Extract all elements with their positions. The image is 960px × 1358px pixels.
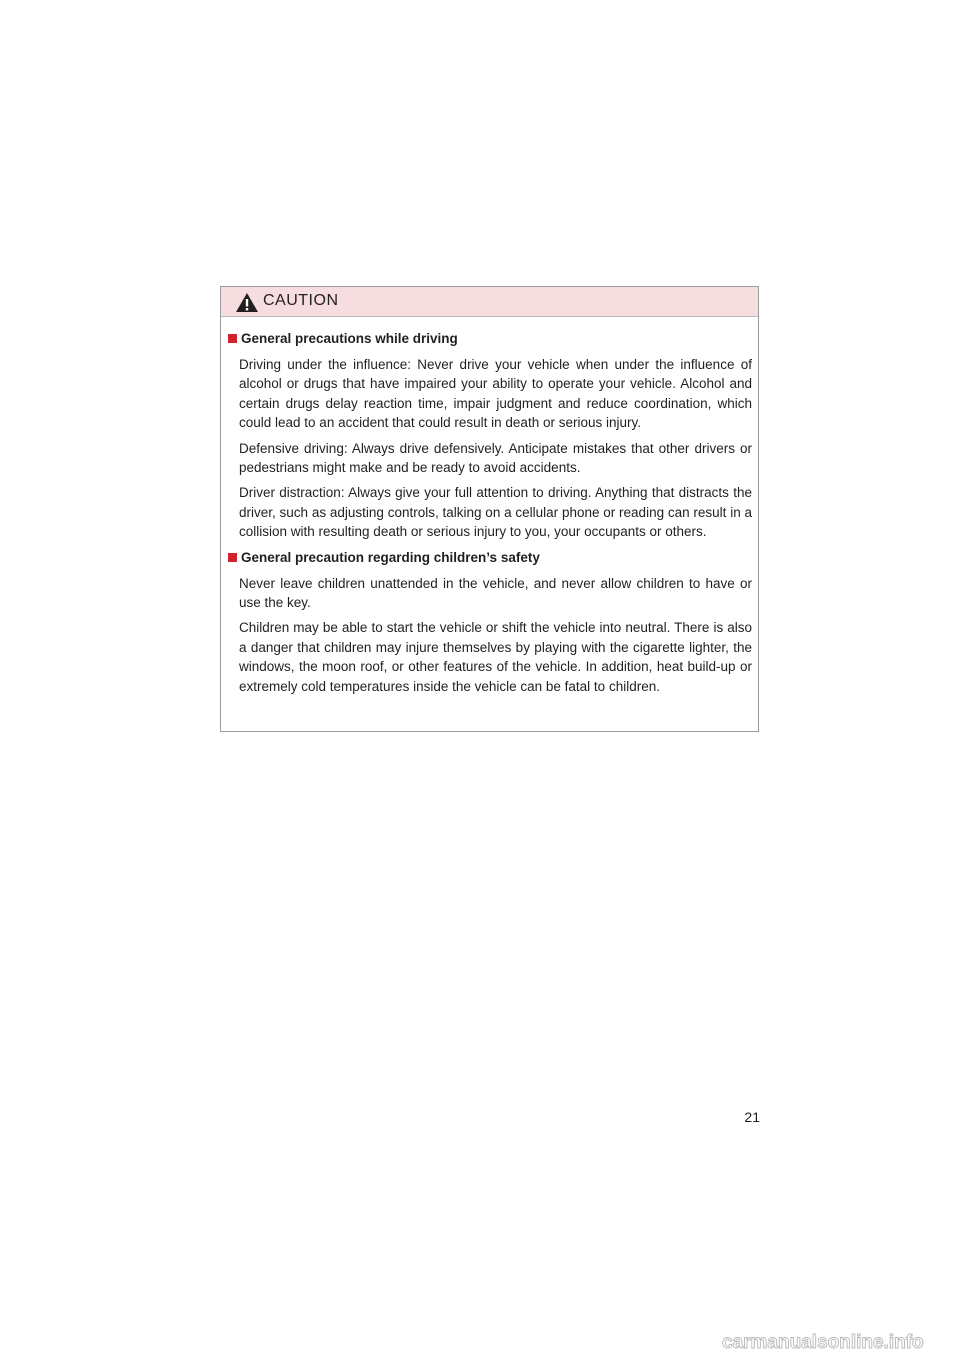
section-heading [227, 329, 752, 348]
warning-triangle-icon [235, 292, 259, 313]
section-heading-text: General precaution regarding children’s safety [241, 549, 540, 565]
paragraph-driving-under-influence: Driving under the influence: Never drive your vehicle when under the influence of alcohol or drugs that have impaired your ability to operate your vehicle. Alcohol and certain drugs delay reaction time, impair judgment and reduce coordination, which could lead to an accident that could result in death or serious injury. [239, 357, 752, 431]
section-heading-text: General precautions while driving [241, 331, 458, 346]
paragraph-defensive-driving: Defensive driving: Always drive defensively. Anticipate mistakes that other drivers or pedestrians might make and be ready to avoid accidents. [239, 440, 752, 476]
square-bullet-icon [228, 334, 237, 343]
section-heading [227, 548, 752, 567]
paragraph-unattended-children: Never leave children unattended in the vehicle, and never allow children to have or use the key. [239, 575, 752, 611]
paragraph-driver-distraction: Driver distraction: Always give your full attention to driving. Anything that distracts the driver, such as adjusting controls, talking on a cellular phone or reading can result in a collision with resulting death or serious injury to you, your occupants or others. [239, 485, 752, 540]
section-children-safety [227, 548, 752, 696]
page-number: 21 [744, 1109, 760, 1125]
watermark-logo [720, 1330, 960, 1354]
section-driving-precautions [227, 329, 752, 542]
caution-header [221, 287, 758, 317]
caution-body [221, 317, 758, 696]
paragraph-children-dangers: Children may be able to start the vehicle or shift the vehicle into neutral. There is also a danger that children may injure themselves by playing with the cigarette lighter, the windows, the moon roof, or other features of the vehicle. In addition, heat build-up or extremely cold temperatures inside the vehicle can be fatal to children. [239, 620, 752, 694]
caution-box [220, 286, 759, 732]
caution-title: CAUTION [263, 292, 339, 309]
watermark-text: carmanualsonline.info [722, 1332, 924, 1353]
square-bullet-icon [228, 553, 237, 562]
